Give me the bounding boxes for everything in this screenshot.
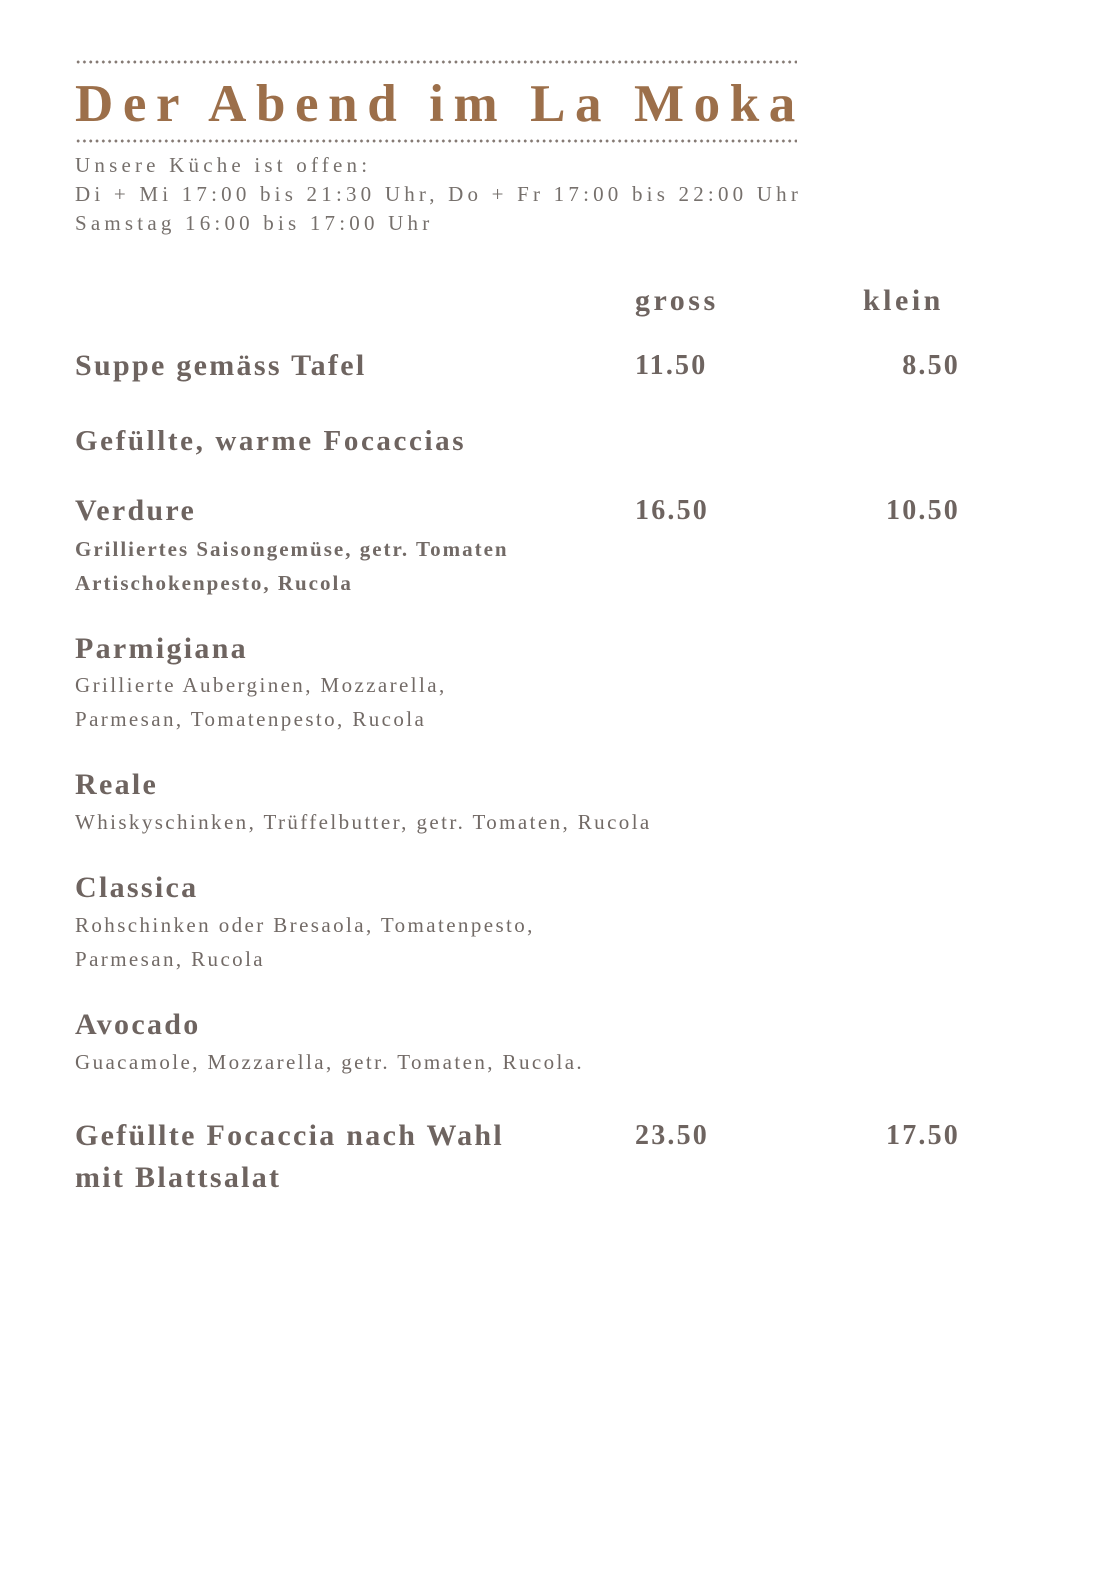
kitchen-hours (75, 151, 802, 238)
item-name-combo (75, 1115, 504, 1199)
item-name-classica: Classica (75, 871, 199, 904)
desc-line: Parmesan, Tomatenpesto, Rucola (75, 707, 427, 731)
combo-line: Gefüllte Focaccia nach Wahl (75, 1119, 505, 1152)
column-header-klein: klein (863, 284, 944, 317)
price-klein-combo: 17.50 (886, 1120, 960, 1151)
hours-line: Samstag 16:00 bis 17:00 Uhr (75, 211, 434, 235)
item-desc-classica (75, 908, 535, 976)
desc-line: Guacamole, Mozzarella, getr. Tomaten, Rucola. (75, 1050, 585, 1074)
desc-line: Artischokenpesto, Rucola (75, 571, 353, 595)
desc-line: Grilliertes Saisongemüse, getr. Tomaten (75, 537, 509, 561)
section-title-focaccias: Gefüllte, warme Focaccias (75, 425, 467, 457)
price-gross-focaccia: 16.50 (635, 495, 709, 526)
desc-line: Grillierte Auberginen, Mozzarella, (75, 673, 447, 697)
item-name-parmigiana: Parmigiana (75, 632, 248, 665)
hours-line: Unsere Küche ist offen: (75, 153, 372, 177)
item-name-avocado: Avocado (75, 1008, 201, 1041)
page-title: Der Abend im La Moka (75, 75, 805, 133)
bottom-dotted-rule (75, 139, 797, 143)
desc-line: Whiskyschinken, Trüffelbutter, getr. Tomaten, Rucola (75, 810, 652, 834)
item-desc-reale (75, 805, 652, 839)
price-gross-combo: 23.50 (635, 1120, 709, 1151)
desc-line: Parmesan, Rucola (75, 947, 266, 971)
desc-line: Rohschinken oder Bresaola, Tomatenpesto, (75, 913, 535, 937)
item-name-reale: Reale (75, 768, 159, 801)
column-header-gross: gross (635, 284, 719, 317)
top-dotted-rule (75, 60, 797, 64)
item-desc-avocado (75, 1045, 584, 1079)
price-klein-focaccia: 10.50 (886, 495, 960, 526)
item-name-verdure: Verdure (75, 494, 197, 527)
hours-line: Di + Mi 17:00 bis 21:30 Uhr, Do + Fr 17:00 bis 22:00 Uhr (75, 182, 803, 206)
item-name-soup: Suppe gemäss Tafel (75, 349, 367, 382)
combo-line: mit Blattsalat (75, 1161, 282, 1194)
item-desc-parmigiana (75, 668, 447, 736)
item-desc-verdure (75, 532, 509, 600)
price-gross-soup: 11.50 (635, 350, 708, 381)
price-klein-soup: 8.50 (902, 350, 960, 381)
